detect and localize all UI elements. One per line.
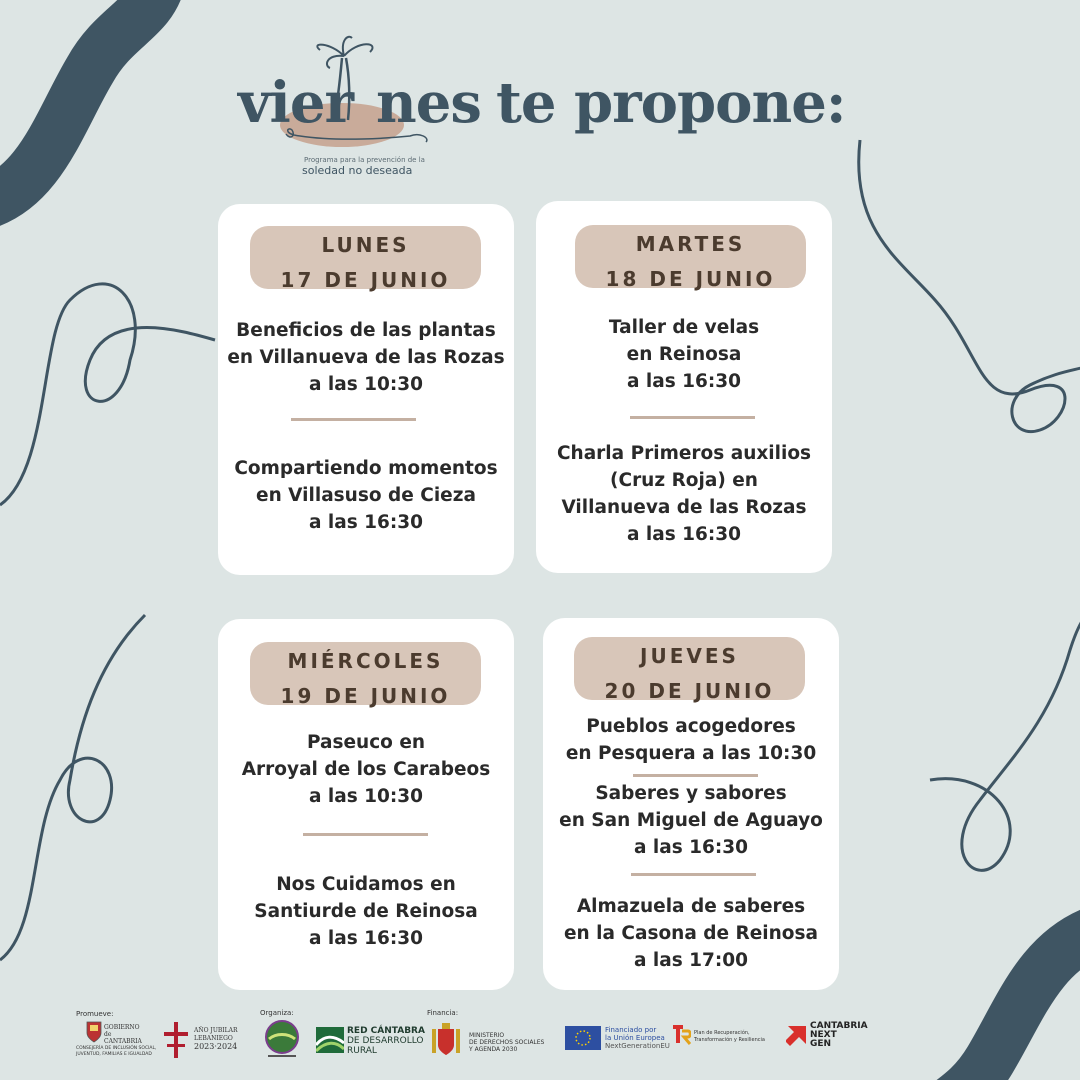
gobierno-cantabria-text: GOBIERNO de CANTABRIA	[104, 1024, 142, 1045]
spain-coat-of-arms-icon	[430, 1023, 462, 1059]
day-card-martes	[536, 201, 832, 573]
eu-funding-text: Financiado por la Unión Europea NextGenerationEU	[605, 1026, 670, 1050]
title-part-nes: nes	[376, 70, 481, 136]
day-date: 18 DE JUNIO	[605, 267, 776, 291]
event-line: Nos Cuidamos en	[276, 874, 456, 895]
event-line: Beneficios de las plantas	[236, 320, 496, 341]
separator	[633, 774, 758, 777]
consejeria-text: CONSEJERÍA DE INCLUSIÓN SOCIAL, JUVENTUD, FAMILIAS E IGUALDAD	[76, 1046, 157, 1057]
event-line: a las 10:30	[308, 374, 424, 395]
red-cantabra-text: RED CÁNTABRA DE DESARROLLO RURAL	[347, 1026, 425, 1056]
asociacion-circle-logo-icon	[264, 1019, 300, 1059]
recovery-plan-logo-icon	[673, 1025, 691, 1045]
red-cantabra-logo-icon	[316, 1027, 344, 1053]
event-line: en la Casona de Reinosa	[563, 923, 819, 944]
day-name: MIÉRCOLES	[287, 649, 444, 673]
day-date: 19 DE JUNIO	[280, 684, 451, 708]
financia-label: Financia:	[427, 1009, 459, 1017]
event-line: Paseuco en	[306, 732, 426, 753]
event-line: Saberes y sabores	[595, 783, 787, 804]
cantabria-next-gen-arrow-icon	[786, 1022, 808, 1046]
event	[543, 713, 839, 767]
day-pill	[250, 642, 481, 708]
event	[218, 871, 514, 952]
organiza-label: Organiza:	[260, 1009, 294, 1017]
day-name: MARTES	[635, 232, 746, 256]
eu-flag-icon	[565, 1026, 601, 1050]
event-line: Taller de velas	[608, 317, 760, 338]
event-line: Santiurde de Reinosa	[254, 901, 478, 922]
event-line: a las 10:30	[308, 786, 424, 807]
event	[543, 893, 839, 974]
day-name: JUEVES	[640, 644, 739, 668]
event-line: en San Miguel de Aguayo	[559, 810, 823, 831]
event-line: a las 16:30	[308, 928, 424, 949]
event-line: a las 16:30	[308, 512, 424, 533]
day-card-miercoles	[218, 619, 514, 990]
gobierno-cantabria-shield-icon	[86, 1021, 102, 1043]
event	[218, 729, 514, 810]
event-line: Charla Primeros auxilios	[556, 443, 812, 464]
recovery-plan-text: Plan de Recuperación, Transformación y Resiliencia	[694, 1030, 765, 1043]
cantabria-next-gen-text: CANTABRIA NEXT GEN	[810, 1021, 868, 1049]
event-line: en Villasuso de Cieza	[256, 485, 476, 506]
event-line: a las 16:30	[633, 837, 749, 858]
day-card-jueves	[543, 618, 839, 990]
day-pill	[575, 225, 806, 291]
jubilar-text: AÑO JUBILAR LEBANIEGO 2023·2024	[194, 1027, 238, 1051]
event-line: a las 16:30	[626, 524, 742, 545]
footer-logos	[0, 1005, 1080, 1080]
day-date: 17 DE JUNIO	[280, 268, 451, 292]
event-line: Almazuela de saberes	[576, 896, 806, 917]
event-line: Compartiendo momentos	[234, 458, 498, 479]
event	[536, 440, 832, 548]
event	[218, 455, 514, 536]
promueve-label: Promueve:	[76, 1010, 114, 1018]
curl-right-upper	[859, 140, 1080, 432]
title-part-vier: vier	[238, 70, 353, 136]
separator	[630, 416, 755, 419]
subtitle-line2: soledad no deseada	[302, 164, 413, 177]
header	[230, 30, 846, 190]
separator	[303, 833, 428, 836]
event	[218, 317, 514, 398]
event-line: en Villanueva de las Rozas	[227, 347, 505, 368]
subtitle-line1: Programa para la prevención de la	[304, 156, 425, 164]
event-line: (Cruz Roja) en	[610, 470, 758, 491]
curl-right-lower	[930, 612, 1080, 870]
day-pill	[250, 226, 481, 292]
event-line: a las 16:30	[626, 371, 742, 392]
event-line: Pueblos acogedores	[586, 716, 796, 737]
event-line: Arroyal de los Carabeos	[241, 759, 491, 780]
day-card-lunes	[218, 204, 514, 575]
event	[543, 780, 839, 861]
title-te-propone: te propone:	[496, 70, 846, 136]
day-name: LUNES	[321, 233, 410, 257]
event-line: Villanueva de las Rozas	[561, 497, 807, 518]
event	[536, 314, 832, 395]
separator	[291, 418, 416, 421]
day-pill	[574, 637, 805, 703]
ministerio-text: MINISTERIO DE DERECHOS SOCIALES Y AGENDA 2030	[469, 1032, 545, 1053]
wave-top-left	[0, 0, 160, 205]
day-date: 20 DE JUNIO	[604, 679, 775, 703]
jubilar-cross-icon	[162, 1020, 190, 1060]
event-line: en Pesquera a las 10:30	[565, 743, 817, 764]
separator	[631, 873, 756, 876]
curl-left-lower	[0, 615, 145, 960]
curl-left-upper	[0, 284, 215, 505]
event-line: en Reinosa	[626, 344, 742, 365]
event-line: a las 17:00	[633, 950, 749, 971]
